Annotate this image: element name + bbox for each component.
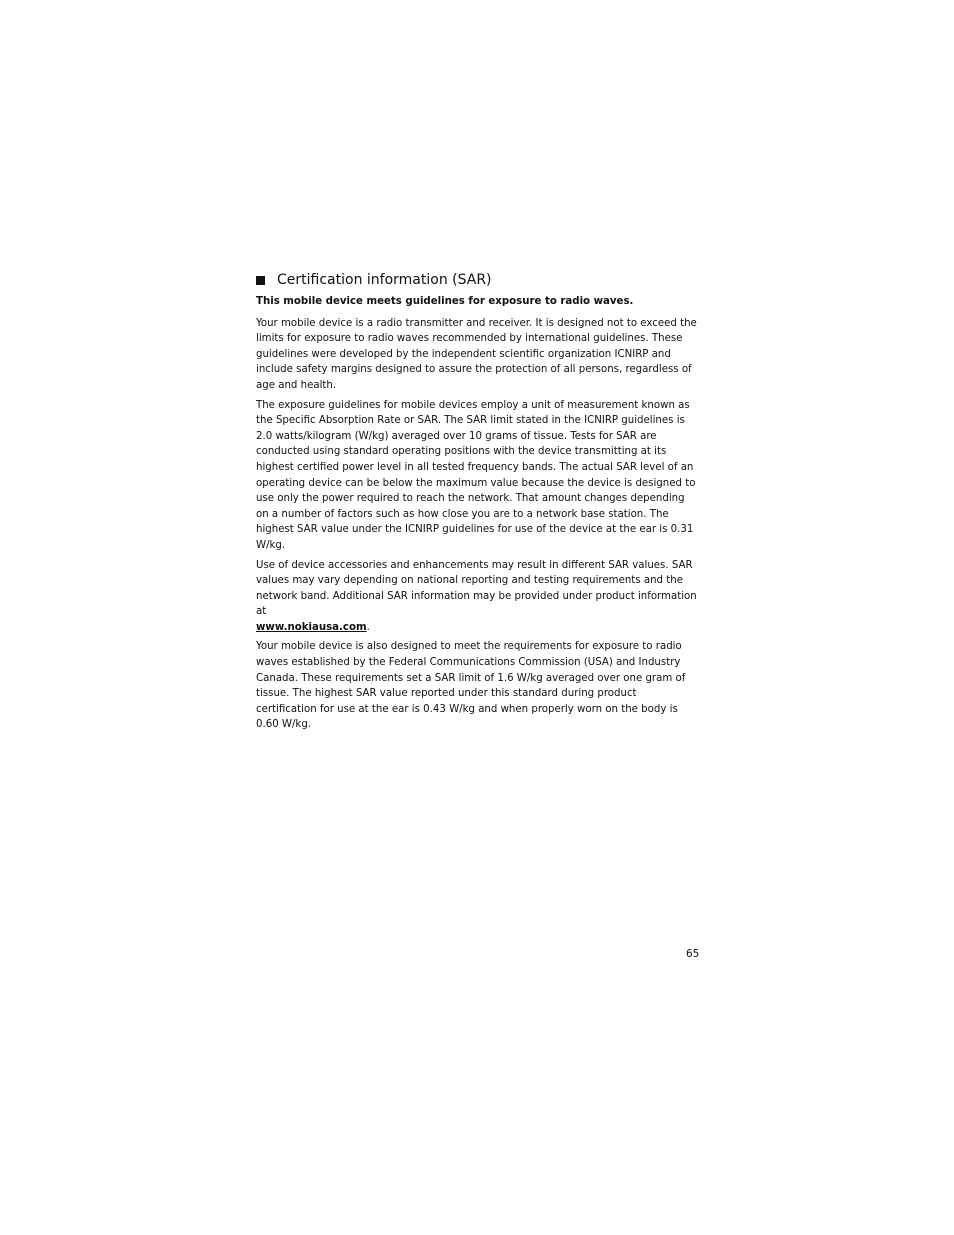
section-heading (256, 272, 698, 288)
nokia-usa-link[interactable]: www.nokiausa.com (256, 621, 367, 633)
lead-sentence: This mobile device meets guidelines for exposure to radio waves. (256, 296, 634, 307)
page-number: 65 (686, 948, 700, 960)
paragraph-4: Your mobile device is also designed to meet the requirements for exposure to radio waves established by the Federal Communications Commission (USA) and Industry Canada. These requirements set a SAR limit of 1.6 W/kg averaged over one gram of tissue. The highest SAR value reported under this standard during product certification for use at the ear is 0.43 W/kg and when properly worn on the body is 0.60 W/kg. (256, 641, 686, 731)
paragraph-1: Your mobile device is a radio transmitter and receiver. It is designed not to exceed the limits for exposure to radio waves recommended by international guidelines. These guidelines were developed by the independent scientific organization ICNIRP and include safety margins designed to assure the protection of all persons, regardless of age and health. (256, 317, 697, 391)
link-suffix: . (366, 621, 370, 633)
document-content (256, 272, 698, 737)
square-bullet-icon (256, 276, 265, 285)
paragraph-3 (256, 558, 698, 636)
paragraph-3-text: Use of device accessories and enhancements may result in different SAR values. SAR values may vary depending on national reporting and testing requirements and the network band. Additional SAR information may be provided under product information at (256, 559, 697, 618)
section-title: Certification information (SAR) (277, 272, 492, 288)
paragraph-2: The exposure guidelines for mobile devices employ a unit of measurement known as the Specific Absorption Rate or SAR. The SAR limit stated in the ICNIRP guidelines is 2.0 watts/kilogram (W/kg) averaged over 10 grams of tissue. Tests for SAR are conducted using standard operating positions with the device transmitting at its highest certified power level in all tested frequency bands. The actual SAR level of an operating device can be below the maximum value because the device is designed to use only the power required to reach the network. That amount changes depending on a number of factors such as how close you are to a network base station. The highest SAR value under the ICNIRP guidelines for use of the device at the ear is 0.31 W/kg. (256, 399, 696, 551)
